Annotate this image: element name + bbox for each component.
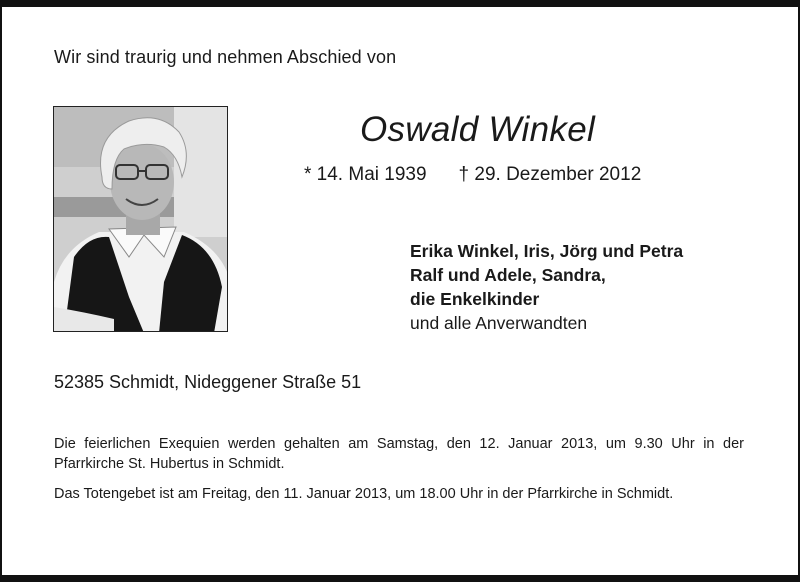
mourners-line: die Enkelkinder <box>410 289 540 309</box>
intro-text: Wir sind traurig und nehmen Abschied von <box>54 47 397 67</box>
mourners-line: Ralf und Adele, Sandra, <box>410 265 606 285</box>
funeral-service-info: Die feierlichen Exequien werden gehalten am Samstag, den 12. Januar 2013, um 9.30 Uhr in der Pfarrkirche St. Hubertus in Schmidt. <box>54 436 744 472</box>
mourners-list <box>410 239 683 335</box>
portrait-icon <box>54 107 228 332</box>
portrait-photo <box>53 106 228 332</box>
prayer-service-info: Das Totengebet ist am Freitag, den 11. Januar 2013, um 18.00 Uhr in der Pfarrkirche in Schmidt. <box>54 486 674 502</box>
death-date: † 29. Dezember 2012 <box>458 164 642 185</box>
life-dates <box>304 164 641 186</box>
birth-date: * 14. Mai 1939 <box>304 164 427 185</box>
address: 52385 Schmidt, Nideggener Straße 51 <box>54 372 362 392</box>
mourners-line: Erika Winkel, Iris, Jörg und Petra <box>410 241 684 261</box>
deceased-name: Oswald Winkel <box>360 110 596 149</box>
mourners-line: und alle Anverwandten <box>410 313 588 333</box>
